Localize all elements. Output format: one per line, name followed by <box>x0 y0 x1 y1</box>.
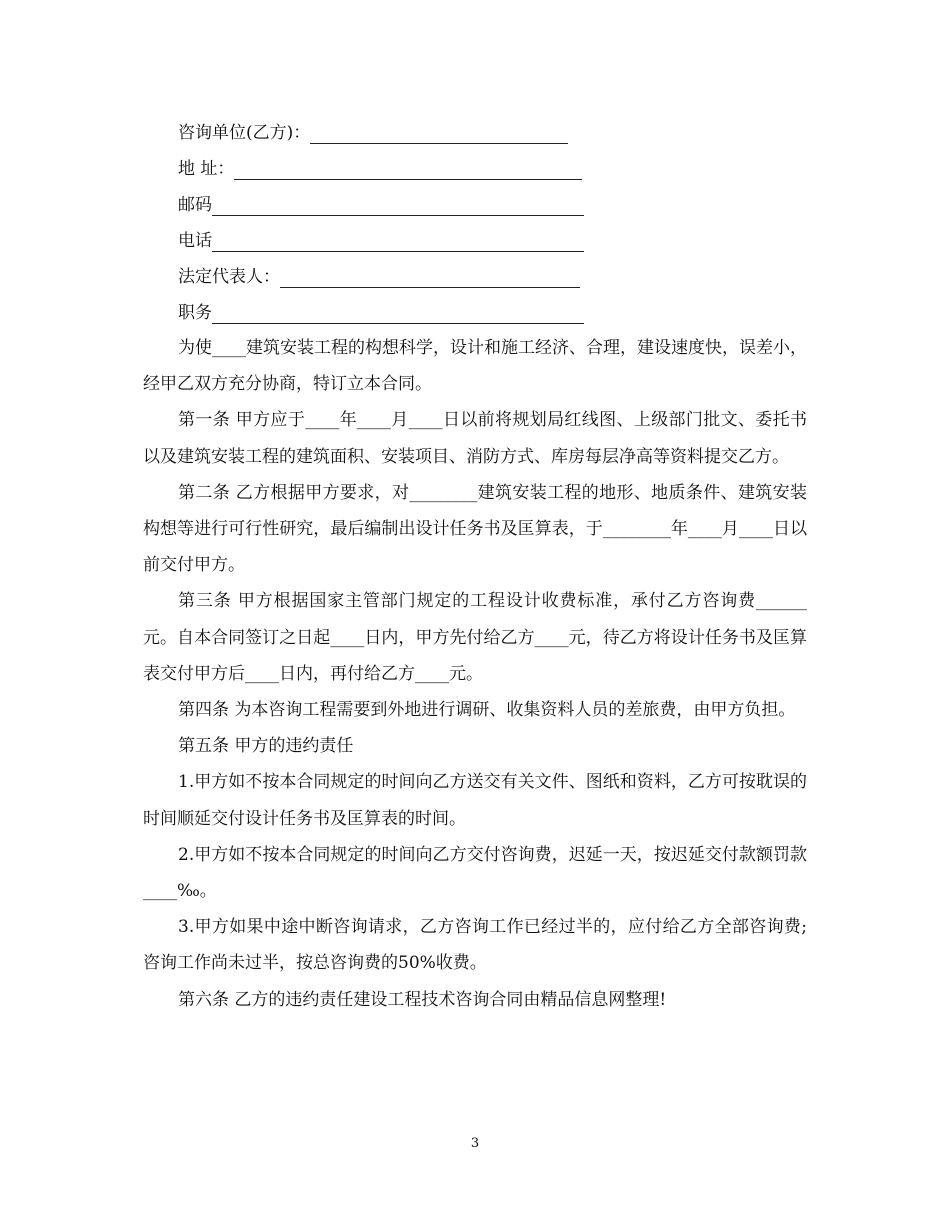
paragraph-article-6: 第六条 乙方的违约责任建设工程技术咨询合同由精品信息网整理! <box>178 989 667 1010</box>
paragraph-article-1: 第一条 甲方应于____年____月____日以前将规划局红线图、上级部门批文、委托书以及建筑安装工程的建筑面积、安装项目、消防方式、库房每层净高等资料提交乙方。 <box>143 410 807 467</box>
page-number: 3 <box>470 1136 480 1151</box>
contract-body <box>143 330 807 1018</box>
paragraph-article-5-item-3: 3.甲方如果中途中断咨询请求，乙方咨询工作已经过半的，应付给乙方全部咨询费;咨询工作尚未过半，按总咨询费的50%收费。 <box>143 917 807 974</box>
paragraph-article-5-heading: 第五条 甲方的违约责任 <box>178 736 354 757</box>
address-field <box>178 158 582 180</box>
consultant-blank <box>310 125 568 144</box>
postcode-label: 邮码 <box>178 195 212 215</box>
phone-blank <box>212 233 584 252</box>
paragraph-article-3: 第三条 甲方根据国家主管部门规定的工程设计收费标准，承付乙方咨询费______ 元。自本合同签订之日起____日内，甲方先付给乙方____元，待乙方将设计任务书及匡算表交付甲方后____日内，再付给乙方____元。 <box>143 591 807 684</box>
address-label: 地 址： <box>178 159 235 179</box>
paragraph-article-5-item-2: 2.甲方如不按本合同规定的时间向乙方交付咨询费，迟延一天，按迟延交付款额罚款____‰。 <box>143 844 807 902</box>
postcode-blank <box>212 197 584 216</box>
position-field <box>178 302 584 324</box>
position-label: 职务 <box>178 303 212 323</box>
legal-rep-blank <box>280 269 580 288</box>
paragraph-article-4: 第四条 为本咨询工程需要到外地进行调研、收集资料人员的差旅费，由甲方负担。 <box>178 700 796 721</box>
address-blank <box>234 161 582 180</box>
postcode-field <box>178 194 584 216</box>
phone-label: 电话 <box>178 231 212 251</box>
legal-rep-field <box>178 266 580 288</box>
legal-rep-label: 法定代表人： <box>178 267 280 287</box>
paragraph-article-5-item-1: 1.甲方如不按本合同规定的时间向乙方送交有关文件、图纸和资料，乙方可按耽误的时间顺延交付设计任务书及匡算表的时间。 <box>143 772 807 829</box>
paragraph-purpose: 为使____建筑安装工程的构想科学，设计和施工经济、合理，建设速度快，误差小，经甲乙双方充分协商，特订立本合同。 <box>143 338 807 395</box>
phone-field <box>178 230 584 252</box>
paragraph-article-2: 第二条 乙方根据甲方要求，对________建筑安装工程的地形、地质条件、建筑安装构想等进行可行性研究，最后编制出设计任务书及匡算表，于________年____月____日以前交付甲方。 <box>143 482 807 576</box>
position-blank <box>212 305 584 324</box>
consultant-field <box>178 122 568 144</box>
consultant-label: 咨询单位(乙方)： <box>178 123 311 143</box>
